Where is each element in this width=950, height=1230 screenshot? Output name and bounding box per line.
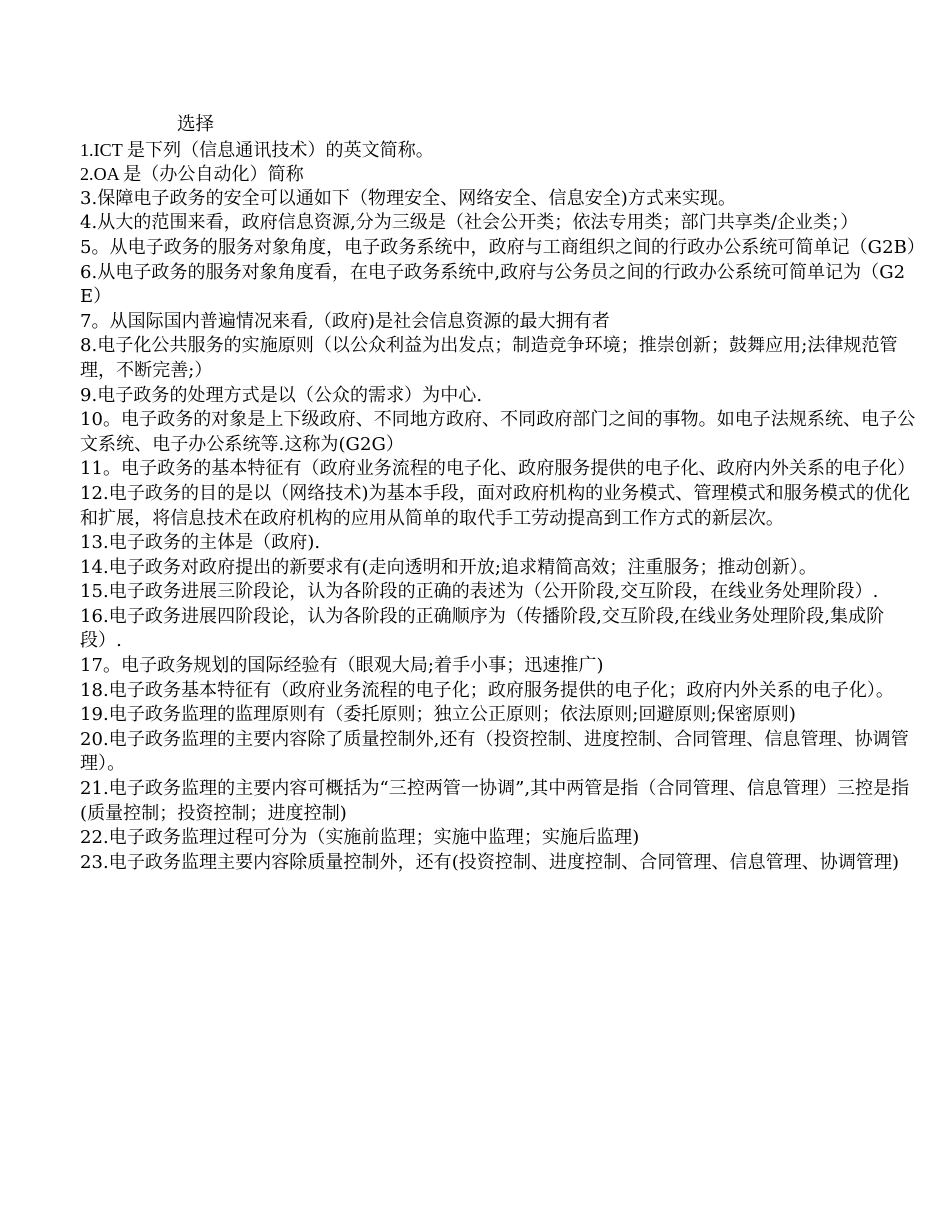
question-12: 12.电子政务的目的是以（网络技术)为基本手段，面对政府机构的业务模式、管理模式和服务模式的优化和扩展，将信息技术在政府机构的应用从简单的取代手工劳动提高到工作方式的新层次。 <box>80 482 911 529</box>
question-23: 23.电子政务监理主要内容除质量控制外，还有(投资控制、进度控制、合同管理、信息管理、协调管理) <box>80 851 900 873</box>
question-7: 7。从国际国内普遍情况来看,（政府)是社会信息资源的最大拥有者 <box>80 310 610 332</box>
question-20: 20.电子政务监理的主要内容除了质量控制外,还有（投资控制、进度控制、合同管理、信息管理、协调管理）。 <box>80 728 909 775</box>
question-11: 11。电子政务的基本特征有（政府业务流程的电子化、政府服务提供的电子化、政府内外关系的电子化） <box>80 458 916 480</box>
question-2: 2.OA 是（办公自动化）简称 <box>80 164 304 185</box>
question-4: 4.从大的范围来看，政府信息资源,分为三级是（社会公开类；依法专用类；部门共享类/企业类；） <box>80 212 859 234</box>
question-3: 3.保障电子政务的安全可以通如下（物理安全、网络安全、信息安全)方式来实现。 <box>80 187 737 209</box>
question-6: 6.从电子政务的服务对象角度看，在电子政务系统中,政府与公务员之间的行政办公系统可简单记为（G2E） <box>80 261 906 308</box>
question-9: 9.电子政务的处理方式是以（公众的需求）为中心. <box>80 384 483 406</box>
section-title: 选择 <box>177 114 215 135</box>
question-18: 18.电子政务基本特征有（政府业务流程的电子化；政府服务提供的电子化；政府内外关系的电子化）。 <box>80 679 894 701</box>
question-21: 21.电子政务监理的主要内容可概括为“三控两管一协调”,其中两管是指（合同管理、信息管理）三控是指(质量控制；投资控制；进度控制) <box>80 778 910 824</box>
question-15: 15.电子政务进展三阶段论，认为各阶段的正确的表述为（公开阶段,交互阶段，在线业务处理阶段）. <box>80 581 879 603</box>
document-body <box>80 113 925 875</box>
question-13: 13.电子政务的主体是（政府). <box>80 532 321 554</box>
question-5: 5。从电子政务的服务对象角度，电子政务系统中，政府与工商组织之间的行政办公系统可简单记（G2B） <box>80 236 925 258</box>
question-16: 16.电子政务进展四阶段论，认为各阶段的正确顺序为（传播阶段,交互阶段,在线业务处理阶段,集成阶段）. <box>80 605 885 652</box>
question-10: 10。电子政务的对象是上下级政府、不同地方政府、不同政府部门之间的事物。如电子法规系统、电子公文系统、电子办公系统等.这称为(G2G） <box>80 409 916 455</box>
question-17: 17。电子政务规划的国际经验有（眼观大局;着手小事；迅速推广) <box>80 655 604 677</box>
question-22: 22.电子政务监理过程可分为（实施前监理；实施中监理；实施后监理) <box>80 827 640 849</box>
question-8: 8.电子化公共服务的实施原则（以公众利益为出发点；制造竞争环境；推崇创新；鼓舞应用;法律规范管理，不断完善;） <box>80 335 898 381</box>
question-1: 1.ICT 是下列（信息通讯技术）的英文简称。 <box>80 139 434 160</box>
question-19: 19.电子政务监理的监理原则有（委托原则；独立公正原则；依法原则;回避原则;保密原则) <box>80 704 796 726</box>
question-14: 14.电子政务对政府提出的新要求有(走向透明和开放;追求精简高效；注重服务；推动创新）。 <box>80 556 817 578</box>
